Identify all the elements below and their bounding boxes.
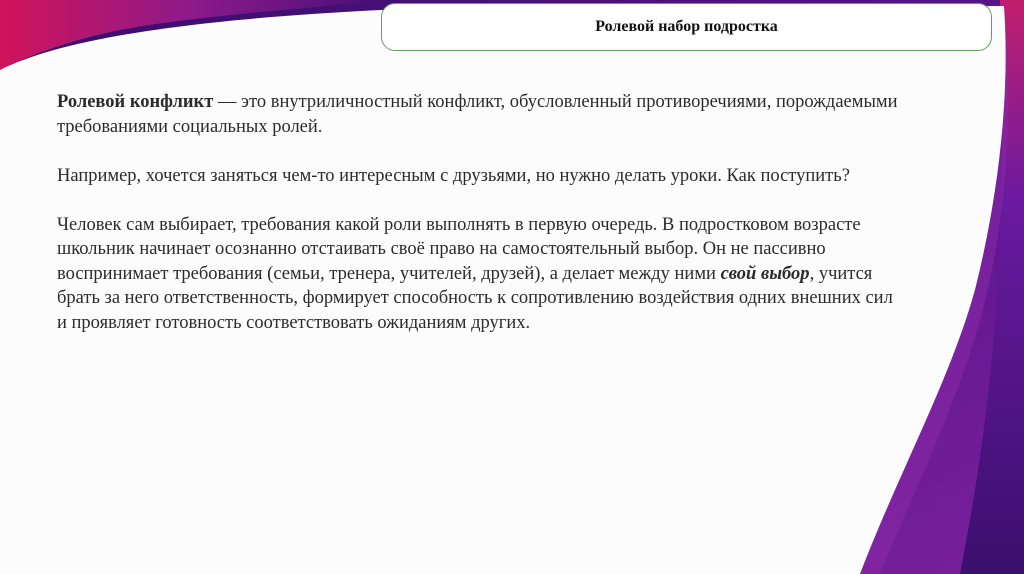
content-text [57,90,907,335]
own-choice-emphasis: свой выбор [720,263,810,284]
definition-text: — это внутриличностный конфликт, обусловленный противоречиями, порождаемыми требованиями социальных ролей. [57,92,898,137]
paragraph-choice [57,213,907,336]
term-role-conflict: Ролевой конфликт [57,92,214,112]
paragraph-example [57,164,907,189]
title-box [381,3,992,51]
choice-text-after: , учится брать за него ответственность, формирует способность к сопротивлению воздействия одних внешних сил и проявляет готовность соответствовать ожиданиям других. [57,263,893,333]
paragraph-definition [57,90,907,139]
slide-title: Ролевой набор подростка [595,18,778,35]
choice-text-before: Человек сам выбирает, требования какой роли выполнять в первую очередь. В подростковом возрасте школьник начинает осознанно отстаивать своё право на самостоятельный выбор. Он не пассивно воспринимает требования (семьи, тренера, учителей, друзей), а делает между ними [57,214,861,284]
example-text: Например, хочется заняться чем-то интересным с друзьями, но нужно делать уроки. Как поступить? [57,165,850,186]
